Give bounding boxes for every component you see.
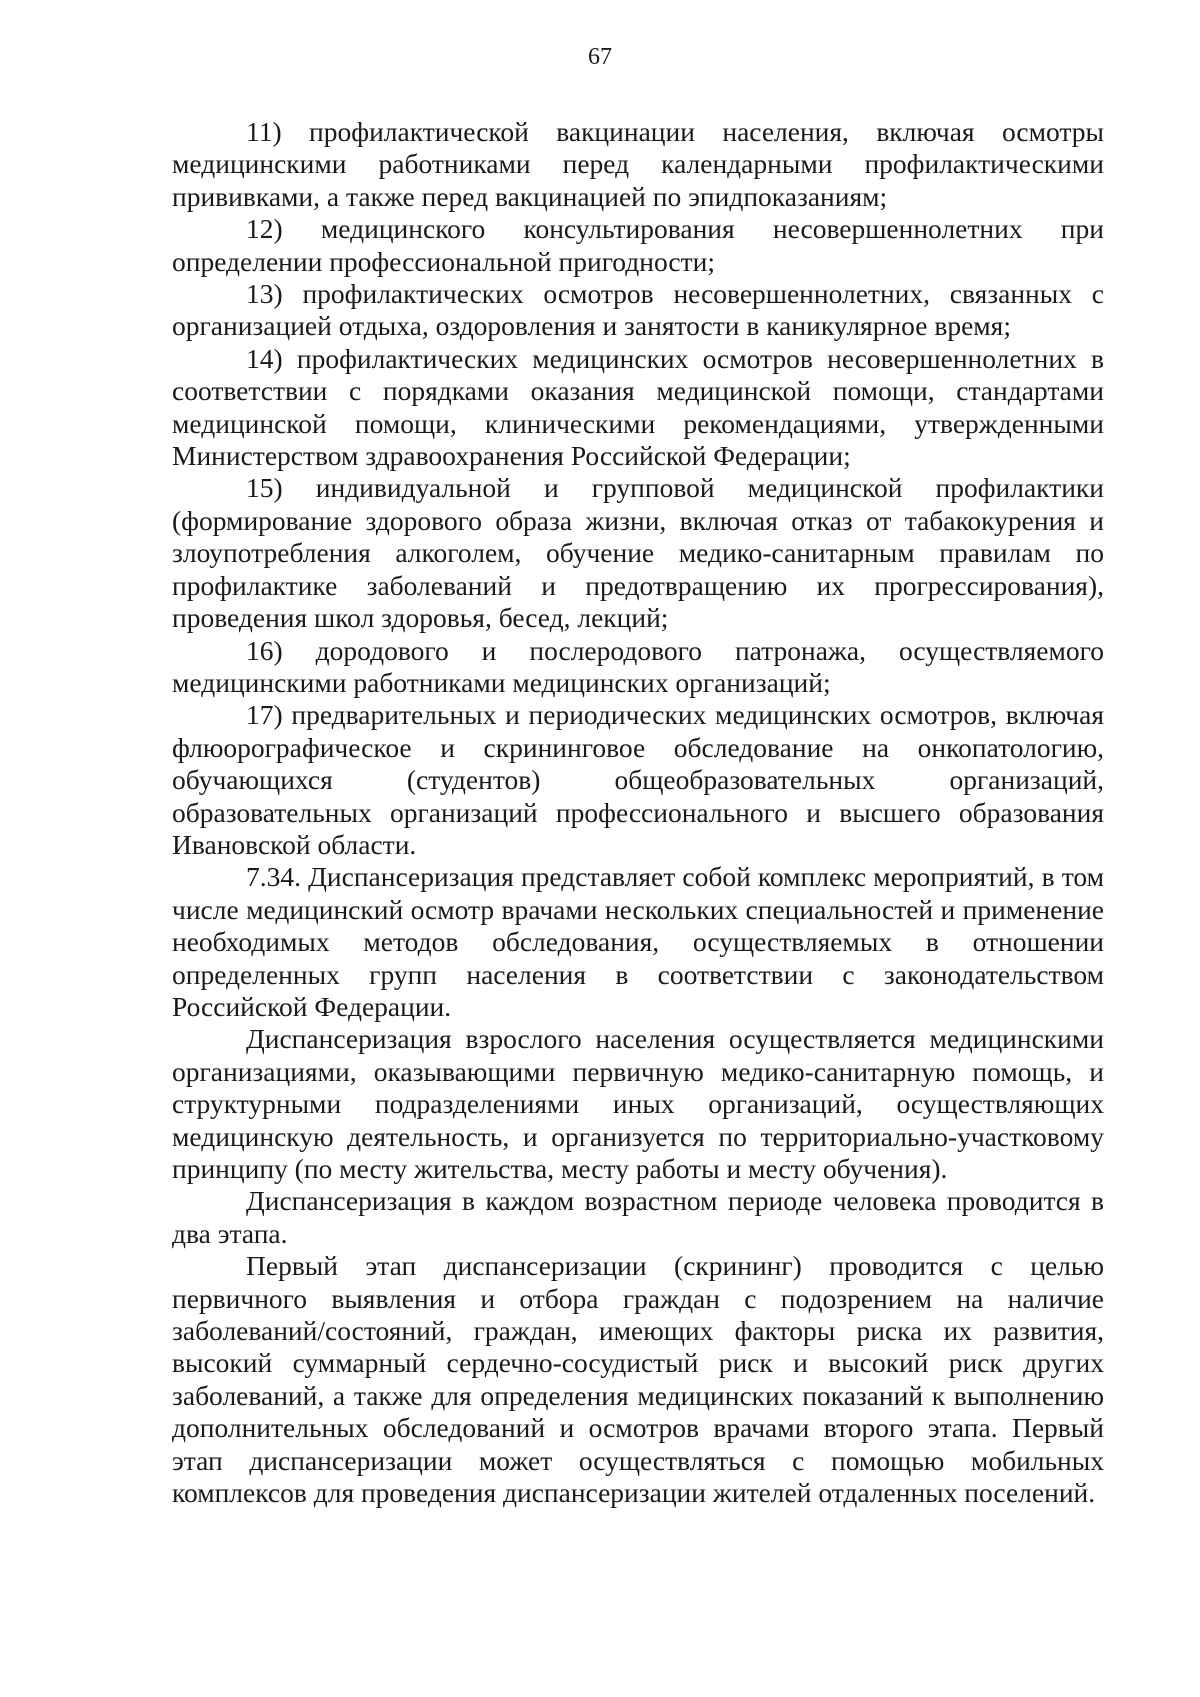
paragraph-item-13: 13) профилактических осмотров несовершеннолетних, связанных с организацией отдыха, оздоровления и занятости в каникулярное время; <box>172 278 1104 342</box>
paragraph-two-stages: Диспансеризация в каждом возрастном периоде человека проводится в два этапа. <box>172 1185 1104 1249</box>
paragraph-item-15: 15) индивидуальной и групповой медицинской профилактики (формирование здорового образа жизни, включая отказ от табакокурения и злоупотребления алкоголем, обучение медико-санитарным правилам по профилактике заболеваний и предотвращению их прогрессирования), проведения школ здоровья, бесед, лекций; <box>172 472 1104 634</box>
document-body <box>172 116 1104 1509</box>
paragraph-first-stage: Первый этап диспансеризации (скрининг) проводится с целью первичного выявления и отбора граждан с подозрением на наличие заболеваний/состояний, граждан, имеющих факторы риска их развития, высокий суммарный сердечно-сосудистый риск и высокий риск других заболеваний, а также для определения медицинских показаний к выполнению дополнительных обследований и осмотров врачами второго этапа. Первый этап диспансеризации может осуществляться с помощью мобильных комплексов для проведения диспансеризации жителей отдаленных поселений. <box>172 1250 1104 1509</box>
page-number: 67 <box>588 44 612 70</box>
paragraph-section-7-34: 7.34. Диспансеризация представляет собой комплекс мероприятий, в том числе медицинский осмотр врачами нескольких специальностей и применение необходимых методов обследования, осуществляемых в отношении определенных групп населения в соответствии с законодательством Российской Федерации. <box>172 861 1104 1022</box>
paragraph-item-11: 11) профилактической вакцинации населения, включая осмотры медицинскими работниками перед календарными профилактическими прививками, а также перед вакцинацией по эпидпоказаниям; <box>172 116 1104 212</box>
paragraph-item-17: 17) предварительных и периодических медицинских осмотров, включая флюорографическое и скрининговое обследование на онкопатологию, обучающихся (студентов) общеобразовательных организаций, образовательных организаций профессионального и высшего образования Ивановской области. <box>172 699 1104 860</box>
paragraph-item-16: 16) дородового и послеродового патронажа, осуществляемого медицинскими работниками медицинских организаций; <box>172 634 1104 698</box>
paragraph-adult-dispensarization: Диспансеризация взрослого населения осуществляется медицинскими организациями, оказывающими первичную медико-санитарную помощь, и структурными подразделениями иных организаций, осуществляющих медицинскую деятельность, и организуется по территориально-участковому принципу (по месту жительства, месту работы и месту обучения). <box>172 1023 1104 1184</box>
paragraph-item-12: 12) медицинского консультирования несовершеннолетних при определении профессиональной пригодности; <box>172 213 1104 277</box>
paragraph-item-14: 14) профилактических медицинских осмотров несовершеннолетних в соответствии с порядками оказания медицинской помощи, стандартами медицинской помощи, клиническими рекомендациями, утвержденными Министерством здравоохранения Российской Федерации; <box>172 342 1104 472</box>
